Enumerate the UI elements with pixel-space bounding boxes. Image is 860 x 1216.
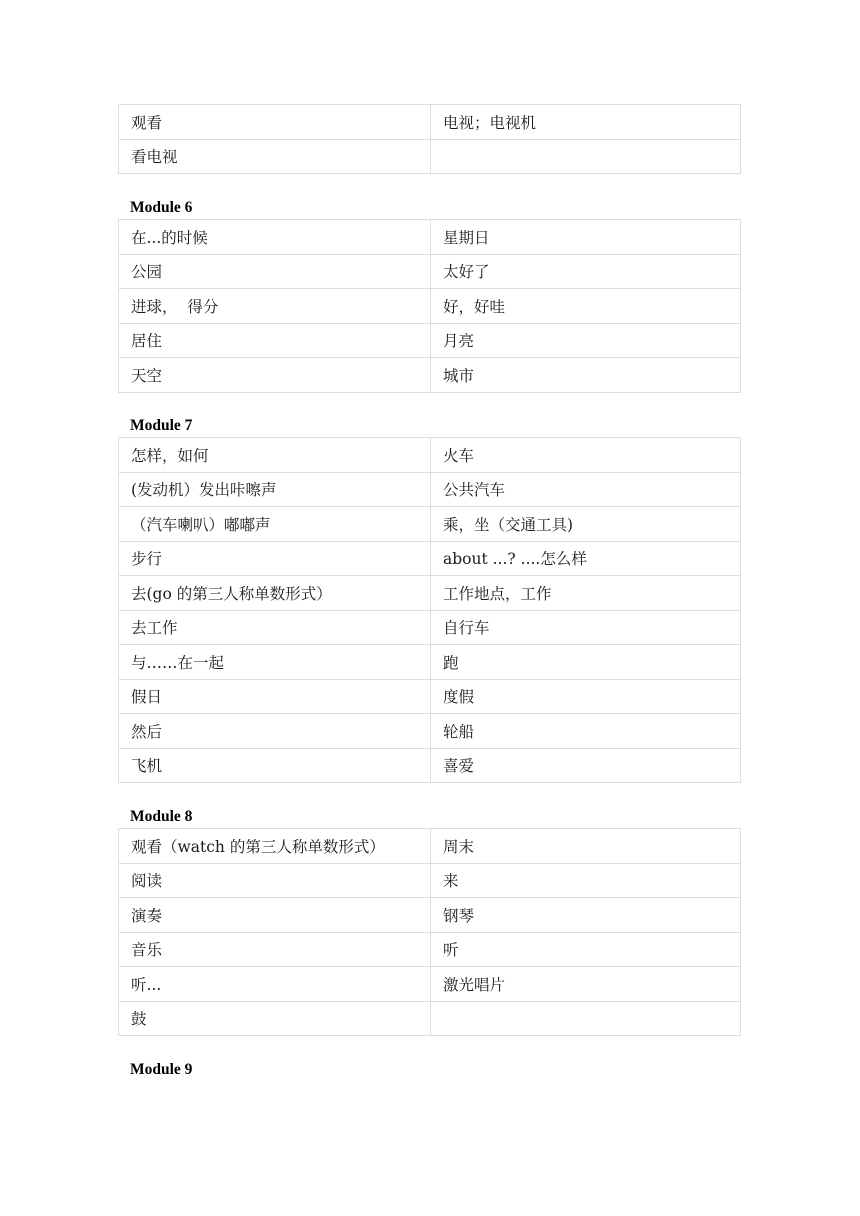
table-row — [119, 254, 741, 289]
table-cell: 音乐 — [119, 932, 431, 967]
vocab-table — [118, 219, 741, 393]
vocab-table-module-6 — [118, 219, 741, 393]
table-row — [119, 139, 741, 174]
table-cell: 太好了 — [431, 254, 741, 289]
table-cell: 天空 — [119, 358, 431, 393]
table-cell: 与……在一起 — [119, 645, 431, 680]
table-cell: 去工作 — [119, 610, 431, 645]
table-row — [119, 576, 741, 611]
table-cell: 跑 — [431, 645, 741, 680]
table-cell: 飞机 — [119, 748, 431, 783]
vocab-table-module-8 — [118, 828, 741, 1036]
table-row — [119, 541, 741, 576]
table-cell: 听 — [431, 932, 741, 967]
table-cell: 月亮 — [431, 323, 741, 358]
vocab-table-module-7 — [118, 437, 741, 783]
section-heading-module-9: Module 9 — [130, 1061, 193, 1078]
table-cell: 看电视 — [119, 139, 431, 174]
table-cell: 进球， 得分 — [119, 289, 431, 324]
table-row — [119, 829, 741, 864]
table-row — [119, 679, 741, 714]
table-cell: 激光唱片 — [431, 967, 741, 1002]
table-cell: (发动机）发出咔嚓声 — [119, 472, 431, 507]
table-cell: 阅读 — [119, 863, 431, 898]
table-cell: 星期日 — [431, 220, 741, 255]
table-row — [119, 898, 741, 933]
table-row — [119, 967, 741, 1002]
table-row — [119, 323, 741, 358]
table-cell: 来 — [431, 863, 741, 898]
section-heading-module-6: Module 6 — [130, 199, 193, 216]
section-heading-module-8: Module 8 — [130, 808, 193, 825]
table-cell: 火车 — [431, 438, 741, 473]
table-row — [119, 358, 741, 393]
table-row — [119, 105, 741, 140]
table-cell: （汽车喇叭）嘟嘟声 — [119, 507, 431, 542]
table-cell: 居住 — [119, 323, 431, 358]
table-cell: 周末 — [431, 829, 741, 864]
vocab-table — [118, 437, 741, 783]
table-row — [119, 472, 741, 507]
table-cell: 好，好哇 — [431, 289, 741, 324]
table-row — [119, 438, 741, 473]
table-cell: 公共汽车 — [431, 472, 741, 507]
table-row — [119, 748, 741, 783]
table-row — [119, 714, 741, 749]
table-row — [119, 507, 741, 542]
table-cell: 乘，坐（交通工具) — [431, 507, 741, 542]
table-cell: 鼓 — [119, 1001, 431, 1036]
vocab-table-continued — [118, 104, 741, 174]
table-cell: 电视；电视机 — [431, 105, 741, 140]
table-cell: 步行 — [119, 541, 431, 576]
table-cell: 怎样，如何 — [119, 438, 431, 473]
table-cell: 演奏 — [119, 898, 431, 933]
table-row — [119, 289, 741, 324]
vocab-table — [118, 828, 741, 1036]
section-heading-module-7: Module 7 — [130, 417, 193, 434]
table-cell: 钢琴 — [431, 898, 741, 933]
table-cell — [431, 1001, 741, 1036]
table-row — [119, 863, 741, 898]
table-cell: 去(go 的第三人称单数形式） — [119, 576, 431, 611]
table-cell: 然后 — [119, 714, 431, 749]
table-cell: 城市 — [431, 358, 741, 393]
vocab-table — [118, 104, 741, 174]
table-cell: 观看（watch 的第三人称单数形式） — [119, 829, 431, 864]
table-row — [119, 610, 741, 645]
table-cell: about ...? ....怎么样 — [431, 541, 741, 576]
table-cell: 假日 — [119, 679, 431, 714]
table-cell: 听... — [119, 967, 431, 1002]
table-cell: 公园 — [119, 254, 431, 289]
table-cell: 自行车 — [431, 610, 741, 645]
table-cell: 轮船 — [431, 714, 741, 749]
table-row — [119, 1001, 741, 1036]
table-row — [119, 220, 741, 255]
table-cell: 度假 — [431, 679, 741, 714]
table-cell: 观看 — [119, 105, 431, 140]
table-row — [119, 645, 741, 680]
table-cell: 在...的时候 — [119, 220, 431, 255]
table-cell: 喜爱 — [431, 748, 741, 783]
table-cell — [431, 139, 741, 174]
table-row — [119, 932, 741, 967]
table-cell: 工作地点，工作 — [431, 576, 741, 611]
